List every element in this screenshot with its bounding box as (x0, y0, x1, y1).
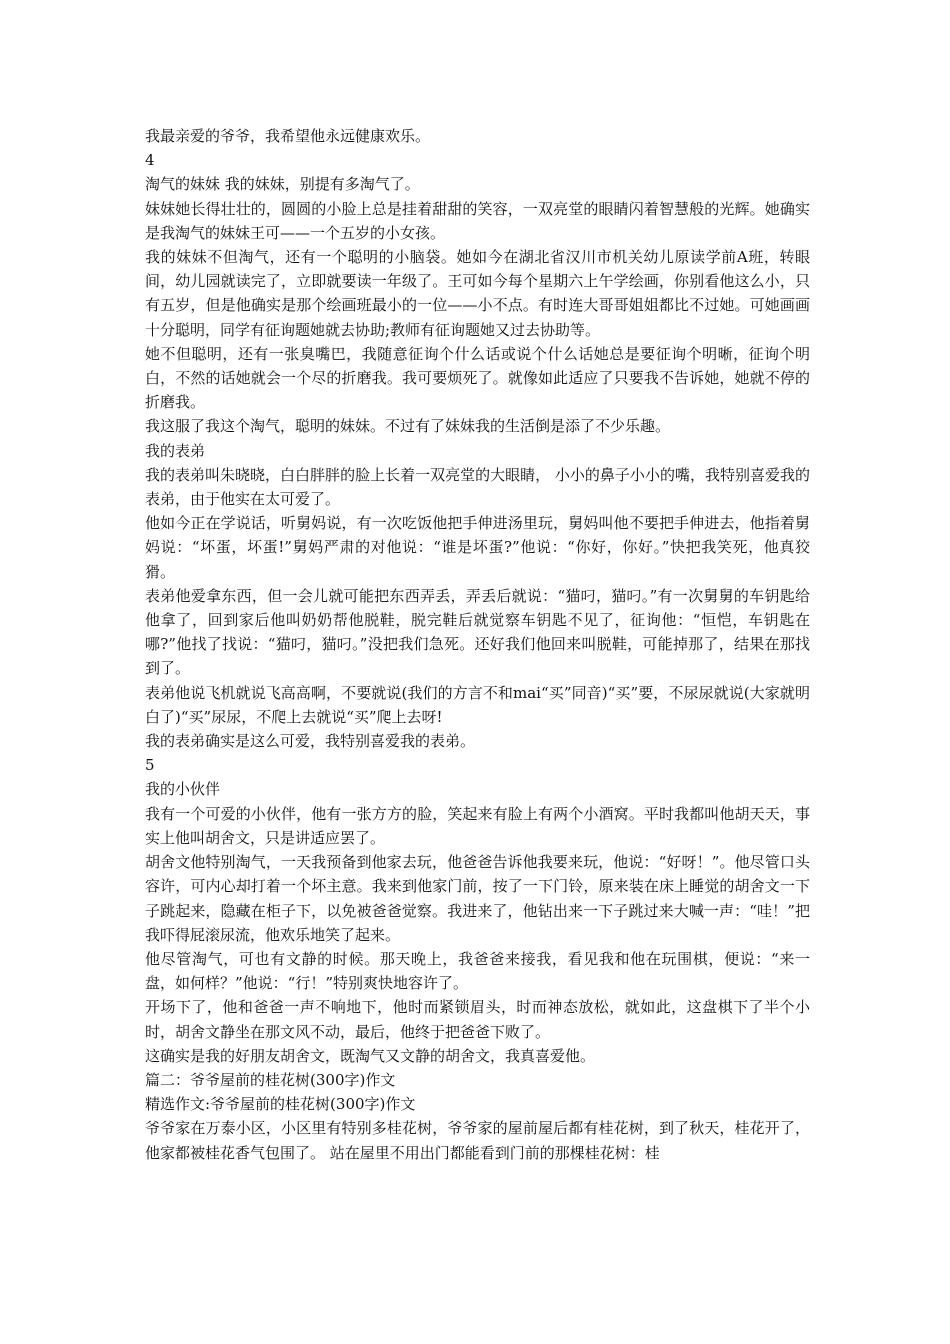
paragraph: 我的表弟叫朱晓晓，白白胖胖的脸上长着一双亮堂的大眼睛， 小小的鼻子小小的嘴，我特别喜爱我的表弟，由于他实在太可爱了。 (145, 465, 810, 509)
paragraph: 我的表弟确实是这么可爱，我特别喜爱我的表弟。 (145, 732, 476, 751)
paragraph: 胡舍文他特别淘气，一天我预备到他家去玩，他爸爸告诉他我要来玩，他说：“好呀！”。他尽管口头容许，可内心却打着一个坏主意。我来到他家门前，按了一下门铃，原来装在床上睡觉的胡舍文一下子跳起来，隐藏在柜子下，以免被爸爸觉察。我进来了，他钻出来一下子跳过来大喊一声：“哇！”把我吓得屁滚尿流，他欢乐地笑了起来。 (145, 853, 810, 944)
paragraph: 我有一个可爱的小伙伴，他有一张方方的脸，笑起来有脸上有两个小酒窝。平时我都叫他胡天天，事实上他叫胡舍文，只是讲适应罢了。 (145, 804, 810, 847)
paragraph: 表弟他说飞机就说飞高高啊，不要就说(我们的方言不和mai“买”同音)“买”要，不尿尿就说(大家就明白了)“买”尿尿，不爬上去就说“买”爬上去呀! (145, 683, 810, 726)
paragraph: 他尽管淘气，可也有文静的时候。那天晚上，我爸爸来接我，看见我和他在玩围棋，便说：“来一盘，如何样？”他说：“行！”特别爽快地容许了。 (145, 949, 810, 993)
section-number: 5 (145, 756, 155, 775)
paragraph: 妹妹她长得壮壮的，圆圆的小脸上总是挂着甜甜的笑容，一双亮堂的眼睛闪着智慧般的光辉。她确实是我淘气的妹妹王可——一个五岁的小女孩。 (145, 199, 810, 242)
section-title: 我的小伙伴 (145, 780, 221, 799)
paragraph: 她不但聪明，还有一张臭嘴巴，我随意征询个什么话或说个什么话她总是要征询个明晰，征询个明白，不然的话她就会一个尽的折磨我。我可要烦死了。就像如此适应了只要我不告诉她，她就不停的折磨我。 (145, 344, 810, 412)
paragraph: 我的妹妹不但淘气，还有一个聪明的小脑袋。她如今在湖北省汉川市机关幼儿原读学前A班，转眼间，幼儿园就读完了，立即就要读一年级了。王可如今每个星期六上午学绘画，你别看他这么小，只有五岁，但是他确实是那个绘画班最小的一位——小不点。有时连大哥哥姐姐都比不过她。可她画画十分聪明，同学有征询题她就去协助;教师有征询题她又过去协助等。 (145, 248, 810, 339)
paragraph: 我这服了我这个淘气，聪明的妹妹。不过有了妹妹我的生活倒是添了不少乐趣。 (145, 417, 671, 436)
paragraph: 我最亲爱的爷爷，我希望他永远健康欢乐。 (145, 127, 431, 145)
section-number: 4 (145, 151, 155, 170)
paragraph: 这确实是我的好朋友胡舍文，既淘气又文静的胡舍文，我真喜爱他。 (145, 1046, 596, 1065)
section-title: 我的表弟 (145, 441, 206, 460)
paragraph: 爷爷家在万泰小区，小区里有特别多桂花树，爷爷家的屋前屋后都有桂花树，到了秋天，桂花开了，他家都被桂花香气包围了。 站在屋里不用出门都能看到门前的那棵桂花树：桂 (145, 1119, 810, 1162)
paragraph: 他如今正在学说话，听舅妈说，有一次吃饭他把手伸进汤里玩，舅妈叫他不要把手伸进去，他指着舅妈说：“坏蛋，坏蛋!”舅妈严肃的对他说：“谁是坏蛋?”他说：“你好，你好。”快把我笑死，他真狡猾。 (145, 514, 810, 581)
document-body (145, 124, 810, 1165)
chapter-heading: 篇二：爷爷屋前的桂花树(300字)作文 (145, 1070, 396, 1089)
paragraph: 淘气的妹妹 我的妹妹，别提有多淘气了。 (145, 175, 420, 194)
paragraph: 开场下了，他和爸爸一声不响地下，他时而紧锁眉头，时而神态放松，就如此，这盘棋下了半个小时，胡舍文静坐在那文风不动，最后，他终于把爸爸下败了。 (145, 998, 810, 1041)
paragraph: 表弟他爱拿东西，但一会儿就可能把东西弄丢，弄丢后就说：“猫叼，猫叼。”有一次舅舅的车钥匙给他拿了，回到家后他叫奶奶帮他脱鞋，脱完鞋后就觉察车钥匙不见了，征询他：“恒恺，车钥匙在哪?”他找了找说：“猫叼，猫叼。”没把我们急死。还好我们他回来叫脱鞋，可能掉那了，结果在那找到了。 (145, 586, 810, 678)
essay-title: 精选作文:爷爷屋前的桂花树(300字)作文 (145, 1095, 416, 1114)
